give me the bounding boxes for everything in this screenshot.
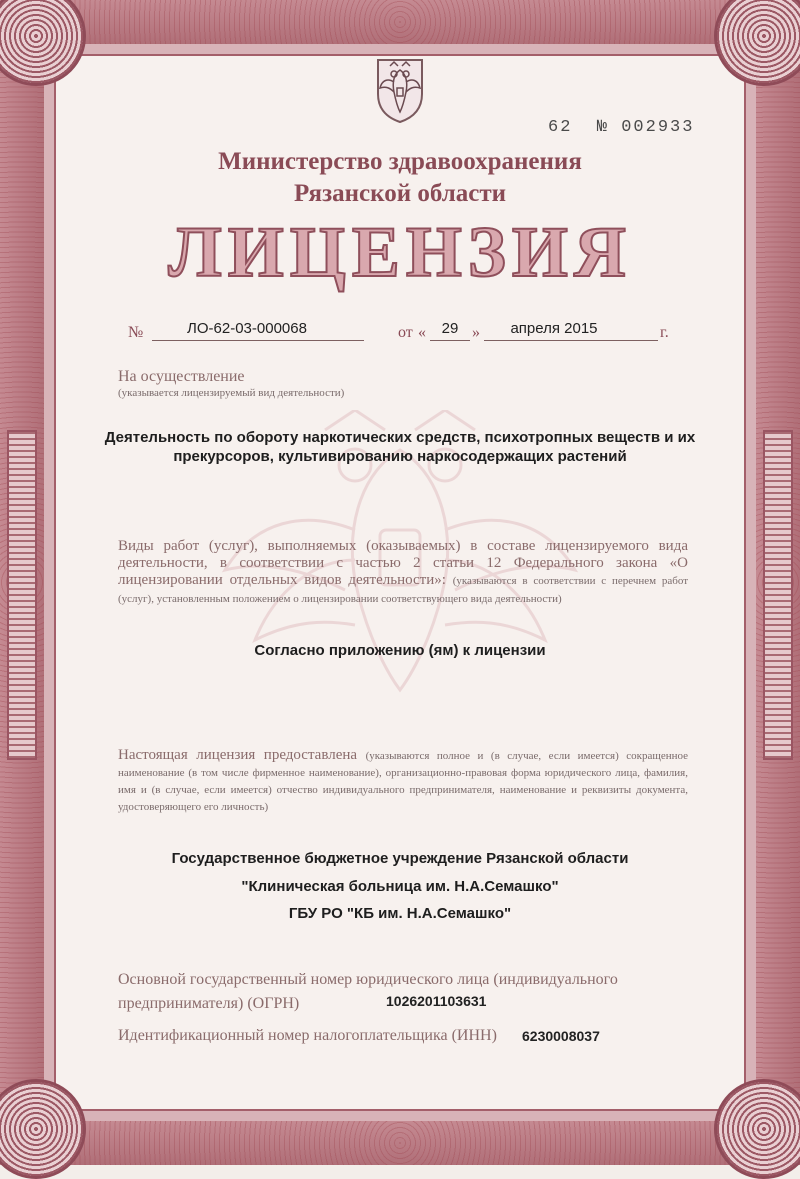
blank-serial-number [548,118,694,137]
issuer-name-line1: Министерство здравоохранения [218,148,582,175]
ogrn-value: 1026201103631 [386,993,487,1009]
works-label: Виды работ (услуг), выполняемых (оказываемых) в составе лицензируемого вида деятельности, в соответствии с частью 2 статьи 12 Федерального закона «О лицензировании отдельных видов деятельности»: [118,538,688,588]
border-bottom [0,1121,800,1165]
coat-of-arms-icon [368,52,432,124]
inn-value: 6230008037 [522,1028,600,1044]
registration-row [0,320,800,346]
works-note: (указываются в соответствии с перечнем работ (услуг), установленным положением о лицензировании соответствующего вида деятельности) [118,575,689,605]
date-from-label: от [398,324,413,341]
holder-short-name: ГБУ РО "КБ им. Н.А.Семашко" [288,905,512,922]
document-title: ЛИЦЕНЗИЯ [168,212,632,292]
inn-label: Идентификационный номер налогоплательщика (ИНН) [118,1027,497,1044]
registration-number: ЛО-62-03-000068 [187,320,307,337]
left-ornament [7,430,37,760]
holder-note: (указываются полное и (в случае, если имеется) сокращенное наименование (в том числе фирменное наименование), организационно-правовая форма юридического лица, фамилия, имя и (в случае, если имеется) отчество индивидуального предпринимателя, наименование и реквизиты документа, удостоверяющего его личность) [118,750,688,813]
date-day: 29 [441,320,459,337]
underline [430,340,470,341]
issuer-name-line2: Рязанской области [293,180,507,207]
underline [484,340,658,341]
blank-number: 002933 [621,118,695,137]
ogrn-label: Основной государственный номер юридического лица (индивидуального предпринимателя) (ОГРН) [118,971,618,1012]
right-ornament [763,430,793,760]
activity-label: На осуществление [118,368,245,385]
year-suffix: г. [660,324,669,341]
blank-series: 62 [548,118,573,137]
quote-close: » [472,324,480,341]
licensed-activity: Деятельность по обороту наркотических средств, психотропных веществ и их прекурсоров, культивированию наркосодержащих растений [104,429,696,465]
holder-section [118,747,688,815]
holder-full-name: Государственное бюджетное учреждение Рязанской области [171,850,629,867]
date-month-year: апреля 2015 [510,320,598,337]
holder-name-quoted: "Клиническая больница им. Н.А.Семашко" [241,878,559,895]
underline [152,340,364,341]
works-value: Согласно приложению (ям) к лицензии [254,642,546,659]
works-section [118,538,688,608]
number-sign: № [596,118,610,137]
activity-note: (указывается лицензируемый вид деятельности) [118,387,345,399]
border-top [0,0,800,44]
registration-number-label: № [128,324,144,341]
quote-open: « [418,324,426,341]
holder-label: Настоящая лицензия предоставлена [118,747,358,763]
